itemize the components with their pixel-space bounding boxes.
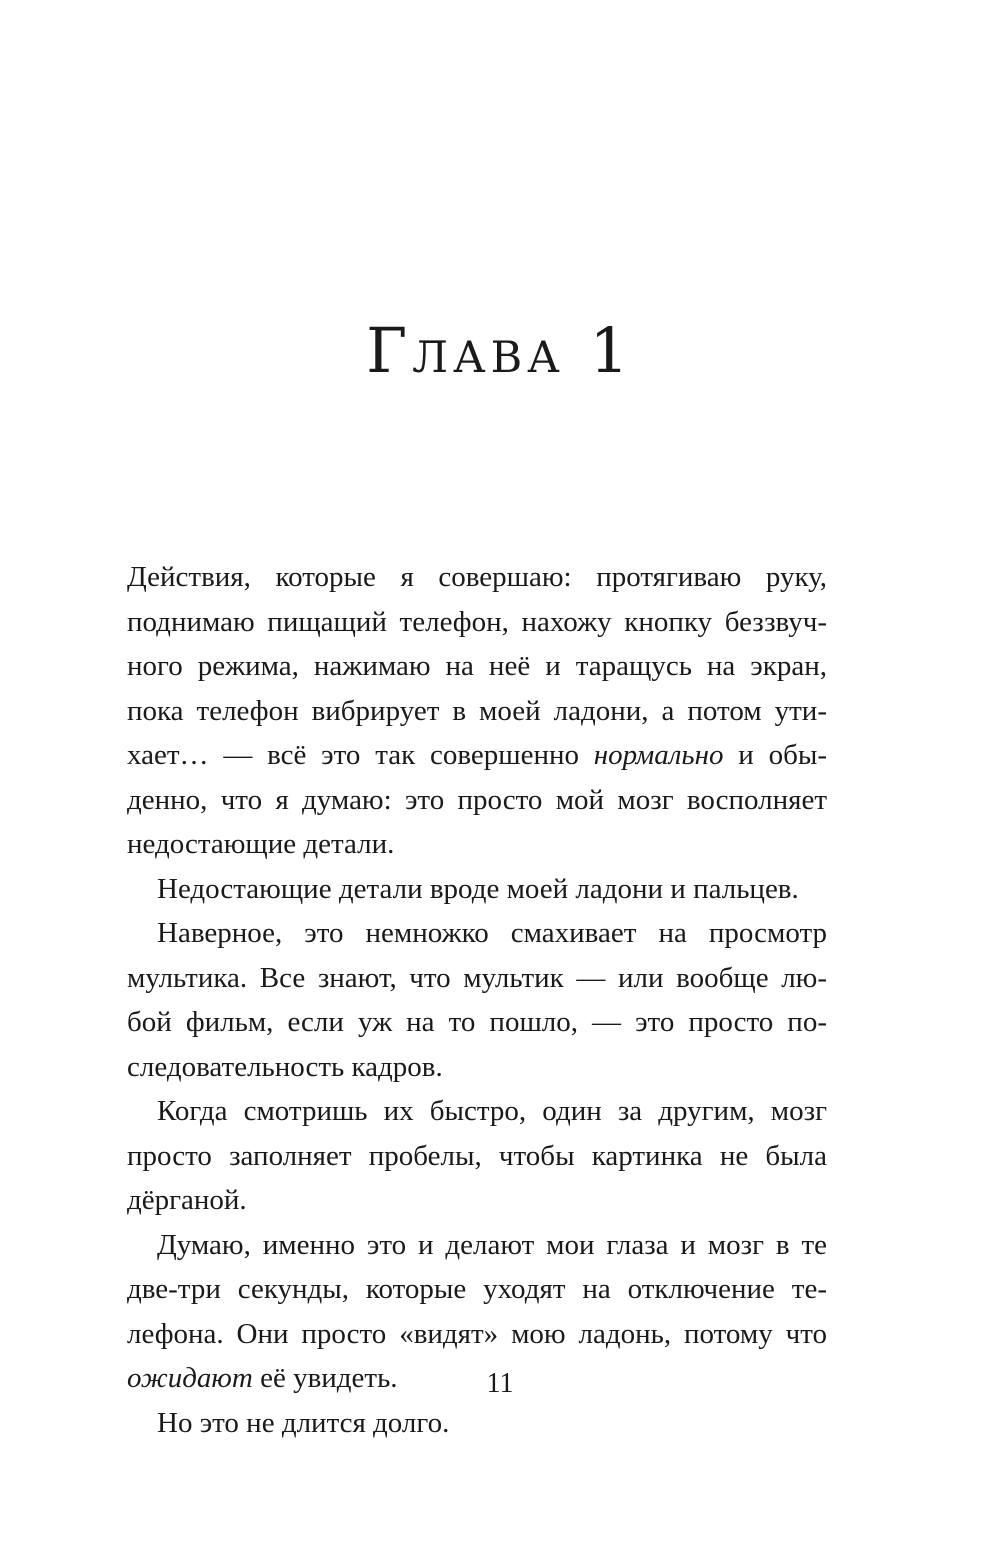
paragraph: [127, 867, 827, 912]
text-segment: и обы-: [723, 739, 827, 771]
text-line: [127, 733, 827, 778]
text-line: две-три секунды, которые уходят на отключение те-: [127, 1273, 827, 1305]
text-line: пока телефон вибрирует в моей ладони, а потом ути-: [127, 694, 827, 727]
paragraph: [127, 555, 827, 867]
text-line: ного режима, нажимаю на неё и таращусь на экран,: [127, 650, 827, 682]
text-line: дёрганой.: [127, 1184, 247, 1216]
text-line: Действия, которые я совершаю: протягиваю руку,: [127, 561, 827, 593]
paragraph: [127, 1089, 827, 1223]
text-line: лефона. Они просто «видят» мою ладонь, потому что: [127, 1317, 827, 1350]
page-number: 11: [486, 1368, 514, 1399]
text-line: поднимаю пищащий телефон, нахожу кнопку беззвуч-: [127, 605, 827, 638]
text-line: следовательность кадров.: [127, 1050, 443, 1083]
emphasis: нормально: [593, 739, 724, 771]
paragraph: [127, 911, 827, 1089]
text-line: недостающие детали.: [127, 828, 395, 860]
text-line: Недостающие детали вроде моей ладони и пальцев.: [157, 872, 799, 905]
text-line: Но это не длится долго.: [157, 1406, 450, 1439]
text-line: просто заполняет пробелы, чтобы картинка не была: [127, 1139, 827, 1172]
text-line: Когда смотришь их быстро, один за другим, мозг: [157, 1095, 827, 1127]
text-line: Думаю, именно это и делают мои глаза и мозг в те: [157, 1228, 827, 1261]
chapter-title: Глава 1: [366, 314, 634, 387]
text-segment: её увидеть.: [252, 1362, 398, 1394]
text-line: денно, что я думаю: это просто мой мозг восполняет: [127, 783, 827, 816]
text-line: Наверное, это немножко смахивает на просмотр: [157, 917, 827, 949]
text-segment: хает… — всё это так совершенно: [127, 739, 594, 771]
paragraph: [127, 1401, 827, 1446]
body-text: [127, 555, 827, 1445]
text-line: мультика. Все знают, что мультик — или вообще лю-: [127, 961, 827, 994]
emphasis: ожидают: [127, 1362, 253, 1394]
text-line: бой фильм, если уж на то пошло, — это просто по-: [127, 1006, 827, 1038]
